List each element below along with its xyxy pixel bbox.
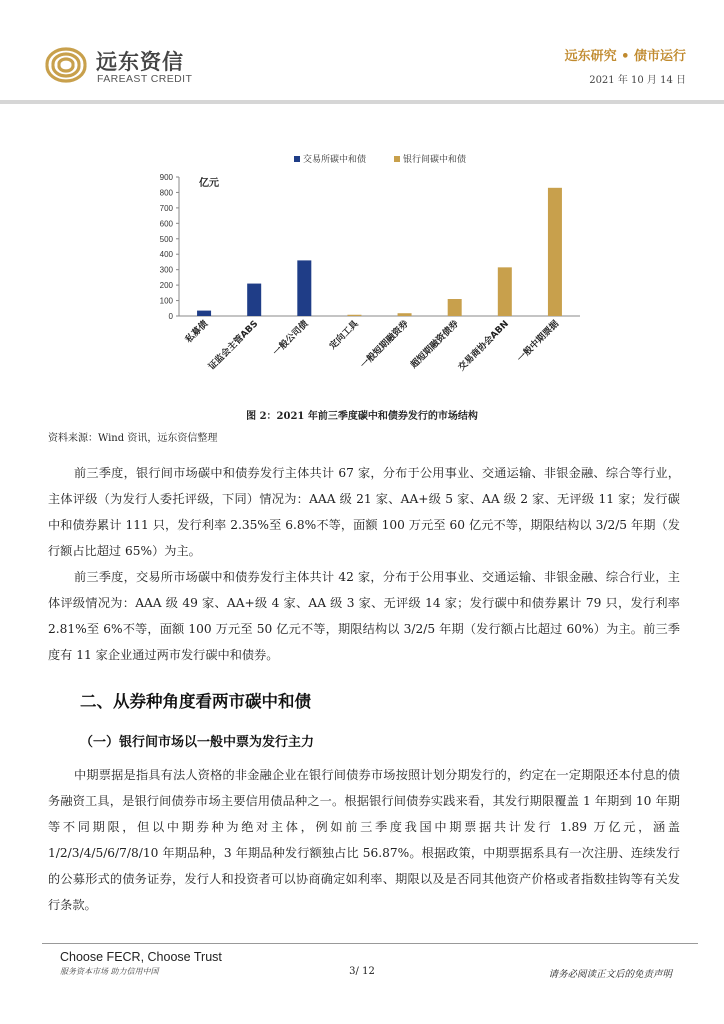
paragraph-interbank [48,460,680,564]
y-tick-label: 300 [159,265,173,275]
legend-swatch-interbank [394,156,400,162]
bar-interbank [448,299,462,316]
legend-swatch-exchange [294,156,300,162]
y-tick-label: 900 [159,173,173,182]
y-tick-label: 800 [159,188,173,198]
y-tick-label: 0 [168,312,173,321]
x-category-label: 一般公司债 [271,319,311,358]
brand-name-en: FAREAST CREDIT [97,73,193,85]
footer-divider [42,943,698,944]
y-tick-label: 700 [159,203,173,213]
x-category-label: 证监会主管ABS [207,319,261,373]
market-structure-chart [140,170,590,395]
figure-caption: 图 2：2021 年前三季度碳中和债券发行的市场结构 [246,411,478,422]
brand-name-cn: 远东资信 [96,50,184,74]
header-divider [0,100,724,104]
legend-item-exchange [294,152,366,165]
figure-source: 资料来源：Wind 资讯，远东资信整理 [48,433,218,444]
bar-interbank [498,267,512,316]
x-category-label: 定向工具 [328,319,361,352]
report-series: 远东研究 • 债市运行 [564,49,686,64]
report-date: 2021 年 10 月 14 日 [589,75,686,86]
footer-slogan-cn: 服务资本市场 助力信用中国 [60,967,159,976]
y-tick-label: 600 [159,219,173,229]
bar-interbank [548,188,562,316]
page-number: 3/ 12 [349,966,375,977]
x-category-label: 私募债 [184,319,211,346]
footer-disclaimer: 请务必阅读正文后的免责声明 [548,969,672,980]
bar-exchange [197,311,211,316]
y-tick-label: 400 [159,250,173,260]
paragraph-interbank-text: 前三季度，银行间市场碳中和债券发行主体共计 67 家，分布于公用事业、交通运输、非银金融、综合等行业，主体评级（为发行人委托评级，下同）情况为：AAA 级 21 家、AA+级 5 家、AA 级 2 家、无评级 11 家；发行碳中和债券累计 111 只，发行利率 2.35%至 6.8%不等，面额 100 万元至 60 亿元不等，期限结构以 3/2/5 年期（发行额占比超过 65%）为主。 [48,466,680,558]
bar-interbank [398,313,412,316]
paragraph-mtn-text: 中期票据是指具有法人资格的非金融企业在银行间债券市场按照计划分期发行的，约定在一定期限还本付息的债务融资工具，是银行间债券市场主要信用债品种之一。根据银行间债券实践来看，其发行期限覆盖 1 年期到 10 年期等不同期限，但以中期券种为绝对主体，例如前三季度我国中期票据共计发行 1.89 万亿元，涵盖 1/2/3/4/5/6/7/8/10 年期品种，3 年期品种发行额独占比 56.87%。根据政策，中期票据系具有一次注册、连续发行的公募形式的债务证券，发行人和投资者可以协商确定如利率、期限以及是否同其他资产价格或者指数挂钩等有关发行条款。 [48,768,680,912]
y-tick-label: 100 [159,296,173,306]
footer-slogan-en: Choose FECR, Choose Trust [60,950,222,964]
legend-item-interbank [394,152,466,165]
y-tick-label: 200 [159,281,173,291]
y-tick-label: 500 [159,234,173,244]
legend-label-interbank: 银行间碳中和债 [403,155,467,165]
x-category-label: 交易商协会ABN [456,319,511,374]
x-category-label: 一般短期融资券 [359,319,411,371]
chart-unit-label: 亿元 [199,178,219,189]
bar-exchange [247,284,261,316]
bar-interbank [347,315,361,316]
bar-exchange [297,260,311,316]
paragraph-exchange-text: 前三季度，交易所市场碳中和债券发行主体共计 42 家，分布于公用事业、交通运输、非银金融、综合行业，主体评级情况为：AAA 级 49 家、AA+级 4 家、AA 级 3 家、无评级 14 家；发行碳中和债券累计 79 只，发行利率 2.81%至 6%不等，面额 100 万元至 50 亿元不等，期限结构以 3/2/5 年期（发行额占比超过 60%）为主。前三季度有 11 家企业通过两市发行碳中和债券。 [48,570,680,662]
paragraph-exchange [48,564,680,668]
x-category-label: 一般中期票据 [515,319,562,365]
x-category-label: 超短期融资债券 [409,319,461,371]
section-heading: 二、从券种角度看两市碳中和债 [80,692,311,711]
subsection-heading: （一）银行间市场以一般中票为发行主力 [80,735,315,750]
paragraph-mtn [48,762,680,918]
fareast-logo-icon [42,44,90,84]
legend-label-exchange: 交易所碳中和债 [303,155,367,165]
